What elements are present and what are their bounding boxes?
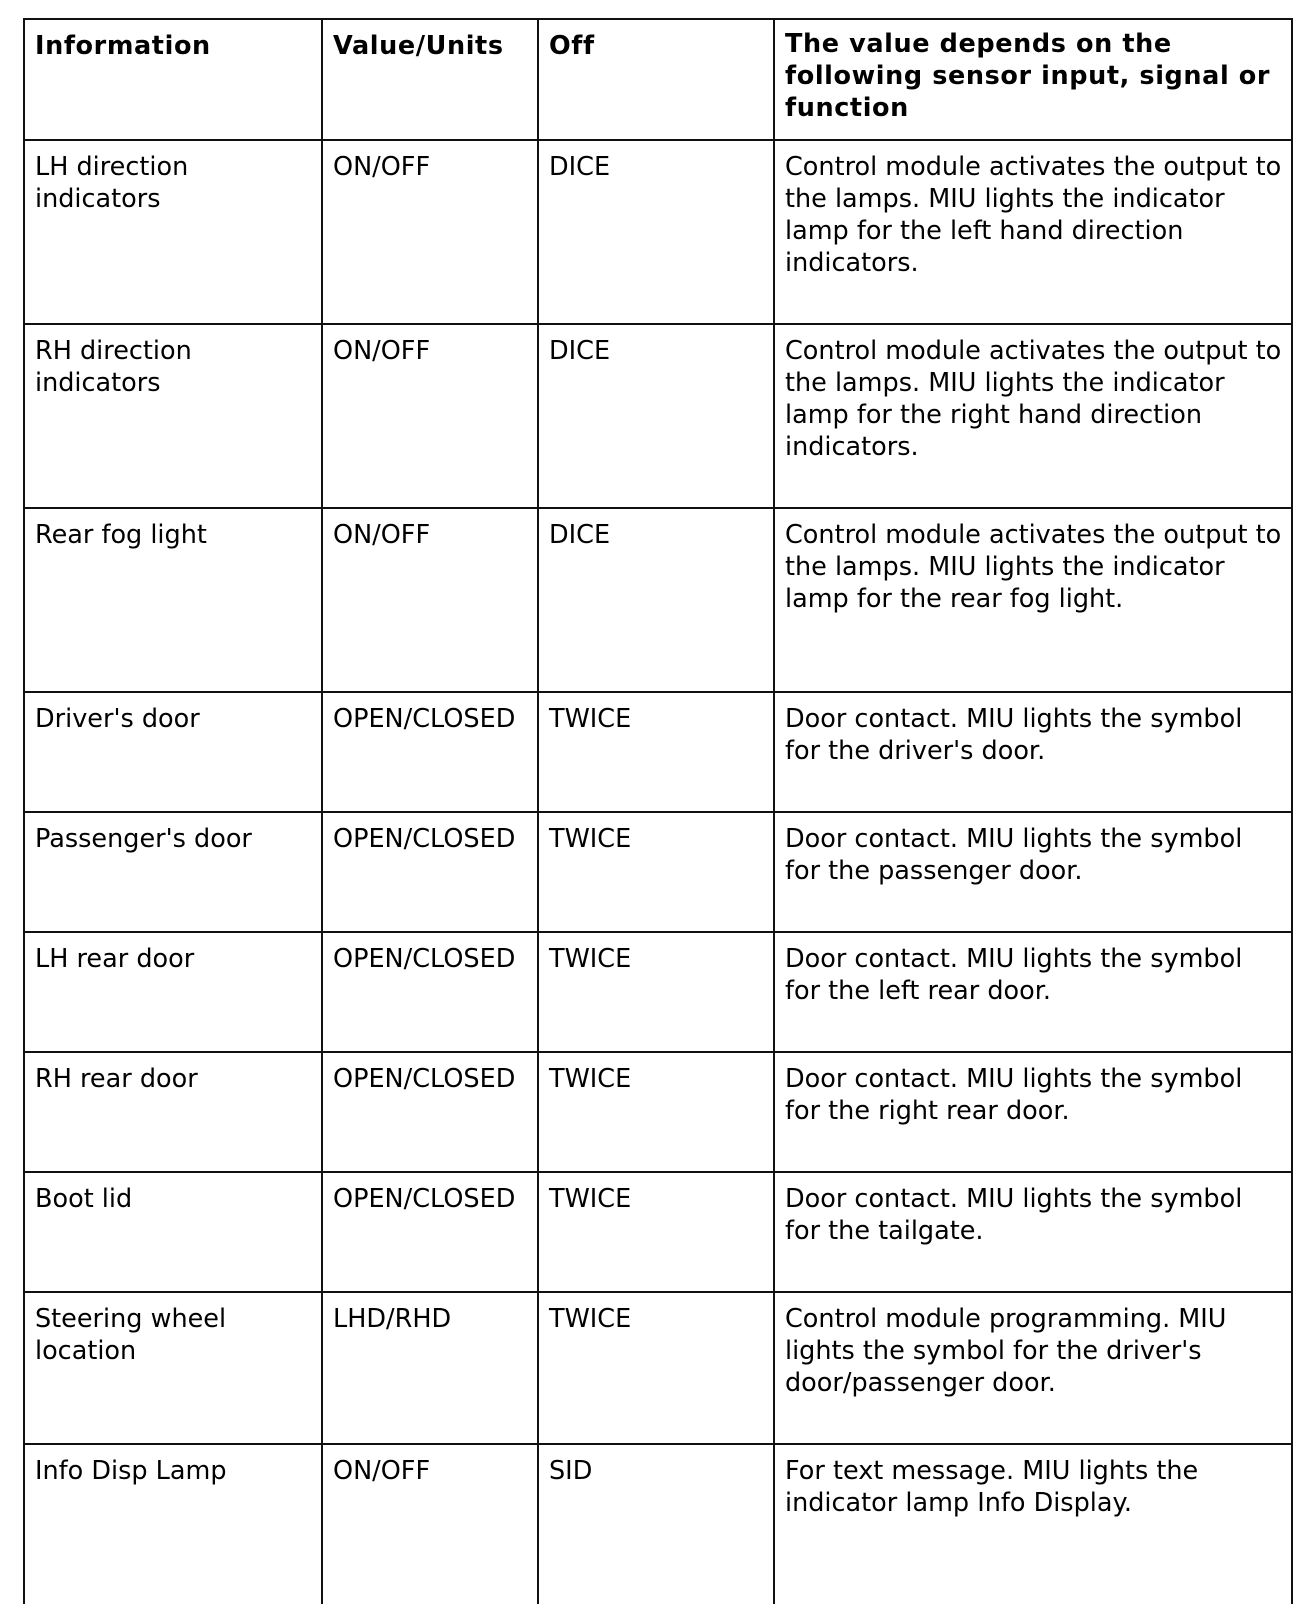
cell-depends-on: Control module activates the output to the lamps. MIU lights the indicator lamp for the right hand direction indicators. [774,324,1292,508]
cell-value-units: ON/OFF [322,508,538,692]
header-off: Off [538,19,774,140]
cell-off: TWICE [538,812,774,932]
cell-information: Boot lid [24,1172,322,1292]
cell-off: DICE [538,508,774,692]
cell-depends-on: For text message. MIU lights the indicator lamp Info Display. [774,1444,1292,1604]
cell-value-units: OPEN/CLOSED [322,1052,538,1172]
table-row [24,508,1292,692]
table-row [24,1052,1292,1172]
table-row [24,1444,1292,1604]
cell-value-units: OPEN/CLOSED [322,932,538,1052]
header-information: Information [24,19,322,140]
cell-value-units: ON/OFF [322,140,538,324]
cell-off: TWICE [538,1052,774,1172]
cell-off: DICE [538,140,774,324]
cell-off: TWICE [538,1292,774,1444]
cell-value-units: ON/OFF [322,1444,538,1604]
cell-information: Passenger's door [24,812,322,932]
table-row [24,1292,1292,1444]
cell-information: LH direction indicators [24,140,322,324]
table-row [24,692,1292,812]
cell-off: TWICE [538,932,774,1052]
cell-off: DICE [538,324,774,508]
cell-information: Rear fog light [24,508,322,692]
diagnostic-info-table [23,18,1293,1604]
cell-information: LH rear door [24,932,322,1052]
table-row [24,1172,1292,1292]
cell-depends-on: Door contact. MIU lights the symbol for the passenger door. [774,812,1292,932]
table-row [24,812,1292,932]
cell-value-units: OPEN/CLOSED [322,812,538,932]
header-value-units: Value/Units [322,19,538,140]
cell-information: RH rear door [24,1052,322,1172]
cell-depends-on: Control module activates the output to the lamps. MIU lights the indicator lamp for the left hand direction indicators. [774,140,1292,324]
cell-off: TWICE [538,1172,774,1292]
table-row [24,324,1292,508]
cell-information: Driver's door [24,692,322,812]
cell-value-units: ON/OFF [322,324,538,508]
cell-depends-on: Door contact. MIU lights the symbol for the right rear door. [774,1052,1292,1172]
table-row [24,140,1292,324]
cell-depends-on: Control module programming. MIU lights the symbol for the driver's door/passenger door. [774,1292,1292,1444]
cell-value-units: OPEN/CLOSED [322,1172,538,1292]
table-row [24,932,1292,1052]
cell-information: Steering wheel location [24,1292,322,1444]
cell-information: RH direction indicators [24,324,322,508]
cell-depends-on: Door contact. MIU lights the symbol for the tailgate. [774,1172,1292,1292]
cell-depends-on: Door contact. MIU lights the symbol for the driver's door. [774,692,1292,812]
cell-off: TWICE [538,692,774,812]
cell-depends-on: Control module activates the output to the lamps. MIU lights the indicator lamp for the rear fog light. [774,508,1292,692]
cell-value-units: LHD/RHD [322,1292,538,1444]
cell-value-units: OPEN/CLOSED [322,692,538,812]
cell-information: Info Disp Lamp [24,1444,322,1604]
cell-depends-on: Door contact. MIU lights the symbol for the left rear door. [774,932,1292,1052]
header-depends-on: The value depends on the following sensor input, signal or function [774,19,1292,140]
cell-off: SID [538,1444,774,1604]
table-header-row [24,19,1292,140]
